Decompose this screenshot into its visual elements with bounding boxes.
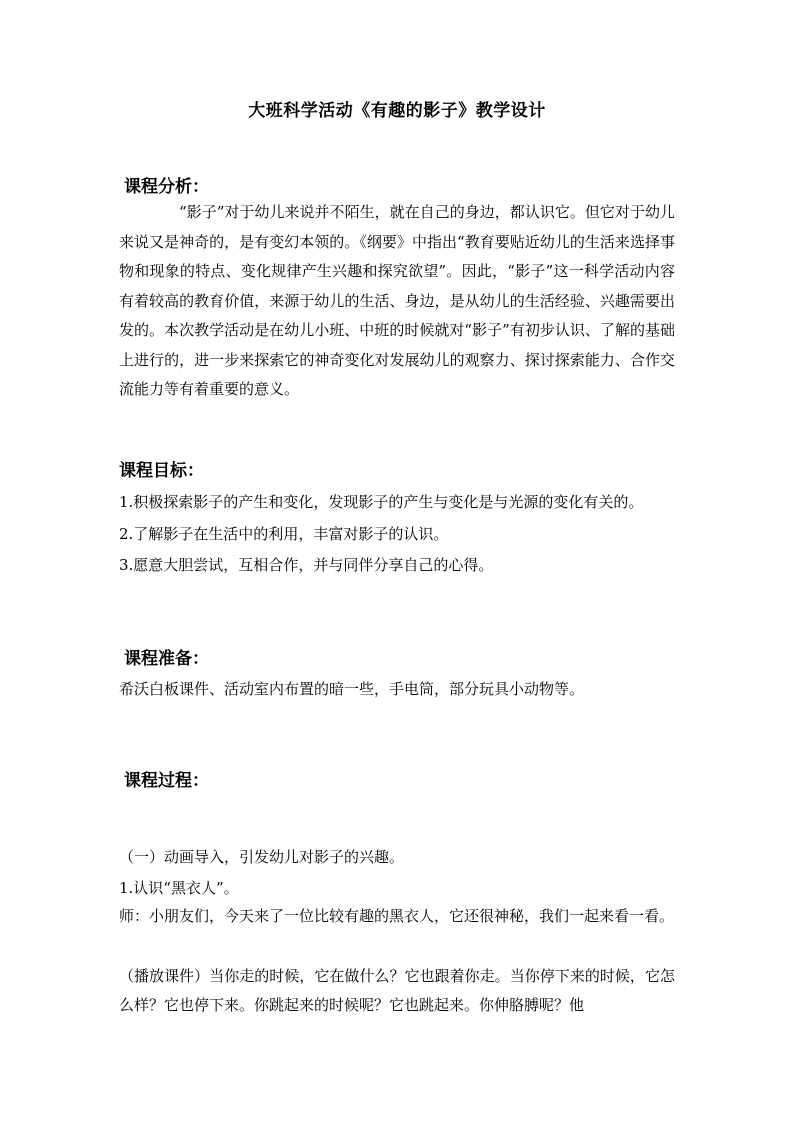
- goals-heading: 课程目标：: [119, 461, 204, 481]
- preparation-text: 希沃白板课件、活动室内布置的暗一些，手电筒，部分玩具小动物等。: [119, 680, 585, 698]
- process-step-1: （一）动画导入，引发幼儿对影子的兴趣。: [119, 848, 405, 866]
- process-teacher-text: 师：小朋友们，今天来了一位比较有趣的黑衣人，它还很神秘，我们一起来看一看。: [119, 907, 675, 925]
- process-heading: 课程过程：: [124, 771, 209, 791]
- preparation-heading: 课程准备：: [124, 649, 209, 669]
- document-title: 大班科学活动《有趣的影子》教学设计: [248, 101, 546, 121]
- process-step-1-sub: 1.认识“黑衣人”。: [119, 879, 239, 897]
- analysis-paragraph: “影子”对于幼儿来说并不陌生，就在自己的身边，都认识它。但它对于幼儿来说又是神奇的，是有变幻本领的。《纲要》中指出“教育要贴近幼儿的生活来选择事物和现象的特点、变化规律产生兴趣和探究欲望”。因此，“影子”这一科学活动内容有着较高的教育价值，来源于幼儿的生活、身边，是从幼儿的生活经验、兴趣需要出发的。本次教学活动是在幼儿小班、中班的时候就对“影子”有初步认识、了解的基础上进行的，进一步来探索它的神奇变化对发展幼儿的观察力、探讨探索能力、合作交流能力等有着重要的意义。: [119, 203, 675, 398]
- goal-item-2: 2.了解影子在生活中的利用，丰富对影子的认识。: [119, 525, 449, 543]
- goal-item-3: 3.愿意大胆尝试，互相合作，并与同伴分享自己的心得。: [119, 556, 494, 574]
- process-courseware-text: （播放课件）当你走的时候，它在做什么？它也跟着你走。当你停下来的时候，它怎么样？它也停下来。你跳起来的时候呢？它也跳起来。你伸胳膊呢？他: [119, 967, 675, 1014]
- analysis-heading: 课程分析：: [124, 177, 209, 197]
- goal-item-1: 1.积极探索影子的产生和变化，发现影子的产生与变化是与光源的变化有关的。: [119, 493, 644, 511]
